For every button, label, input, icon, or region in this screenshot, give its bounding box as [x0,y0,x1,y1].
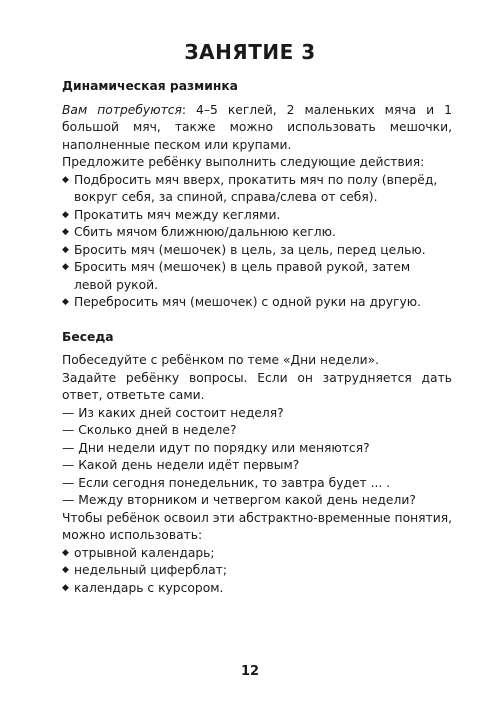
question: — Сколько дней в неделе? [62,423,237,437]
list-item: ◆ календарь с курсором. [62,580,452,598]
warmup-intro: Предложите ребёнку выполнить следующие действия: [62,155,425,169]
bullet-icon: ◆ [62,582,69,593]
talk-list [62,545,452,598]
list-item: ◆ Сбить мячом ближнюю/дальнюю кеглю. [62,224,452,242]
talk-paragraph-2: Задайте ребёнку вопросы. Если он затрудняется дать ответ, ответьте сами. [62,370,452,402]
bullet-icon: ◆ [62,244,69,255]
page-content [62,78,452,597]
list-item: ◆ Прокатить мяч между кеглями. [62,207,452,225]
requirements-text: : 4–5 кеглей, 2 маленьких мяча и 1 большой мяч, также можно использовать мешочки, наполненные песком или крупами. [62,102,452,152]
question: — Из каких дней состоит неделя? [62,405,284,420]
list-item: ◆ отрывной календарь; [62,545,452,563]
bullet-icon: ◆ [62,262,69,272]
warmup-heading: Динамическая разминка [62,79,238,93]
question: — Дни недели идут по порядку или меняются? [62,440,370,455]
bullet-icon: ◆ [62,209,69,220]
talk-heading: Беседа [62,329,114,344]
list-item: ◆ Бросить мяч (мешочек) в цель правой рукой, затем левой рукой. [62,260,411,292]
requirements-label: Вам потребуются [62,102,182,117]
bullet-icon: ◆ [62,297,69,307]
bullet-icon: ◆ [62,227,69,237]
bullet-icon: ◆ [62,565,69,575]
bullet-icon: ◆ [62,547,69,558]
question: — Если сегодня понедельник, то завтра будет ... . [62,475,391,490]
list-item: ◆ Подбросить мяч вверх, прокатить мяч по полу (вперёд, вокруг себя, за спиной, справа/слева от себя). [62,172,438,204]
warmup-requirements [62,102,452,155]
warmup-list [62,172,452,312]
list-item: ◆ Бросить мяч (мешочек) в цель, за цель, перед целью. [62,242,452,260]
talk-paragraph-3: Чтобы ребёнок освоил эти абстрактно-временные понятия, можно использовать: [62,510,452,542]
list-item: ◆ недельный циферблат; [62,562,452,580]
talk-paragraph-1: Побеседуйте с ребёнком по теме «Дни недели». [62,353,379,367]
page-number: 12 [240,664,260,679]
question: — Между вторником и четвергом какой день недели? [62,493,416,507]
list-item: ◆ Перебросить мяч (мешочек) с одной руки на другую. [62,294,452,312]
bullet-icon: ◆ [62,174,69,185]
question: — Какой день недели идёт первым? [62,458,300,472]
page-title: ЗАНЯТИЕ 3 [184,40,316,64]
spacer [62,312,452,329]
